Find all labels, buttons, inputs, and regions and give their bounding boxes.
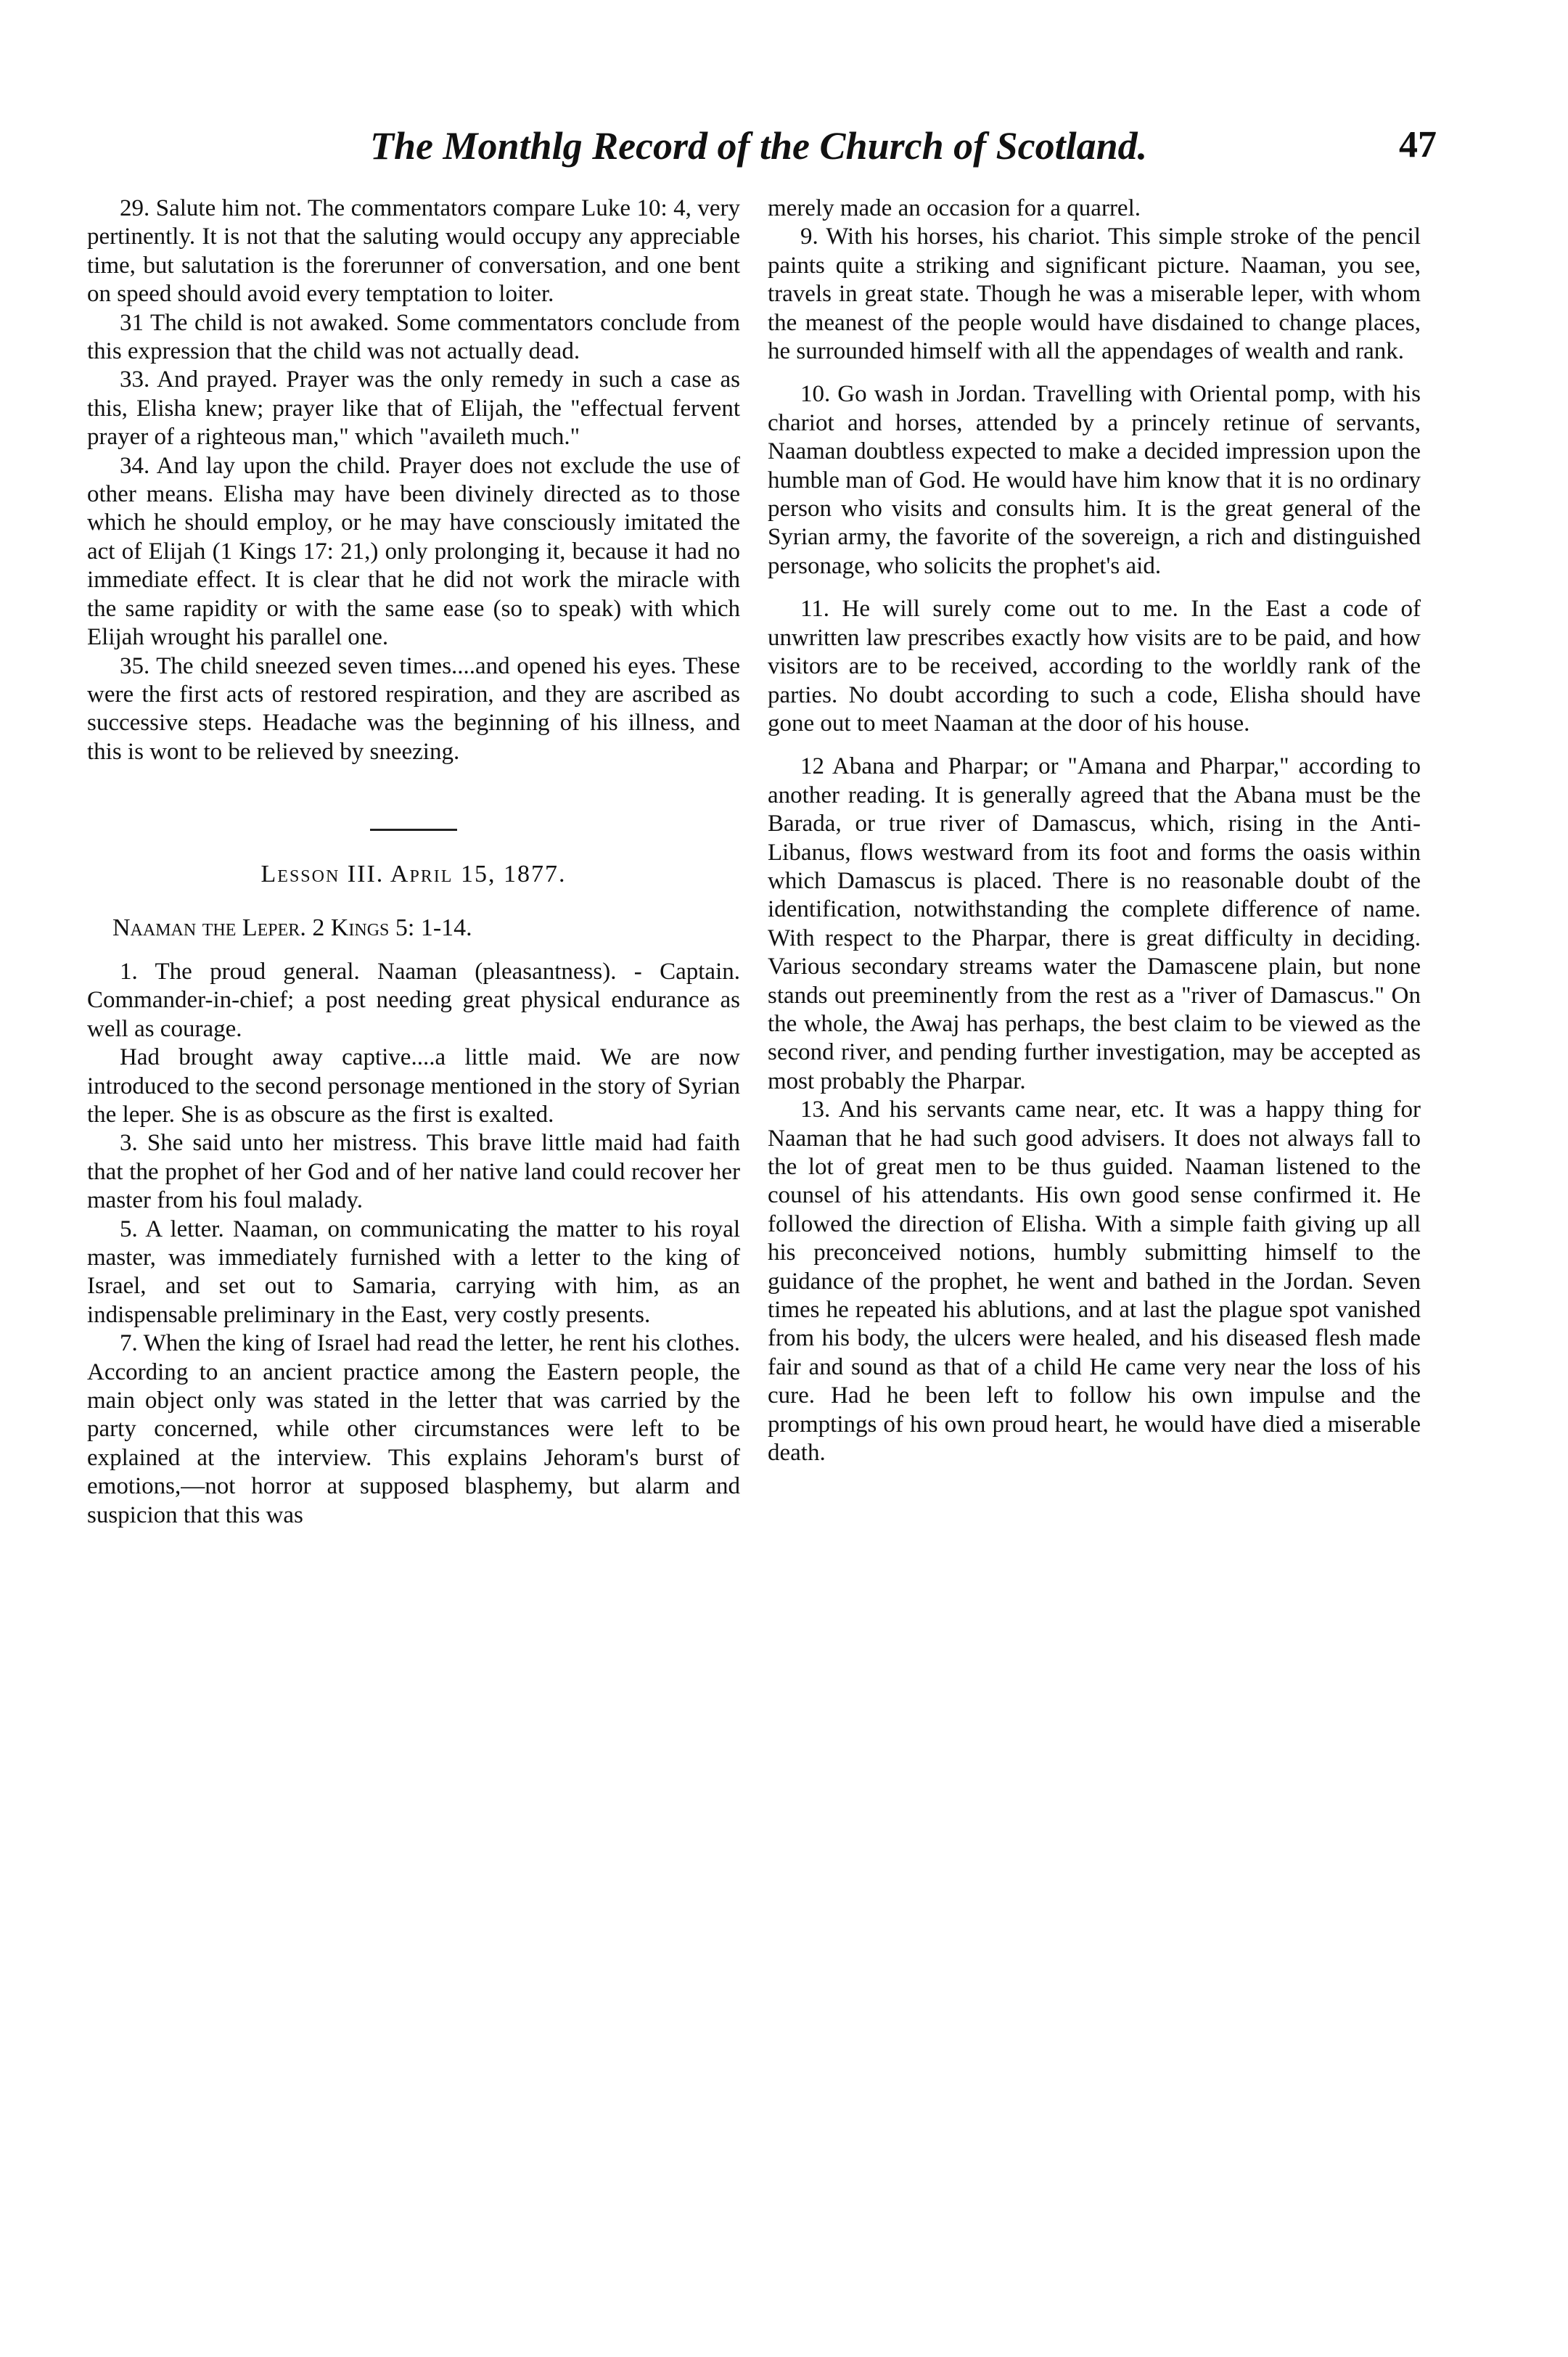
- paragraph-note-12: 12 Abana and Pharpar; or "Amana and Pharpar," according to another reading. It is generally agreed that the Abana must be the Barada, or true river of Damascus, which, rising in the Anti-Libanus, flows westward from its foot and forms the oasis within which Damascus is placed. There is no reasonable doubt of the identification, notwithstanding the complete difference of name. With respect to the Pharpar, there is great difficulty in deciding. Various secondary streams water the Damascene plain, but none stands out preeminently from the rest as a "river of Damascus." On the whole, the Awaj has perhaps, the best claim to be viewed as the second river, and pending further investigation, may be accepted as most probably the Pharpar.: [768, 753, 1421, 1094]
- paragraph-note-31: 31 The child is not awaked. Some commentators conclude from this expression that the child was not actually dead.: [87, 309, 740, 365]
- paragraph-note-35: 35. The child sneezed seven times....and opened his eyes. These were the first acts of restored respiration, and they are ascribed as successive steps. Headache was the beginning of his illness, and this is wont to be relieved by sneezing.: [87, 652, 740, 765]
- left-column: [87, 194, 740, 1530]
- paragraph-note-33: 33. And prayed. Prayer was the only remedy in such a case as this, Elisha knew; prayer like that of Elijah, the "effectual fervent prayer of a righteous man," which "availeth much.": [87, 366, 740, 451]
- paragraph-lesson-5: 5. A letter. Naaman, on communicating the matter to his royal master, was immediately furnished with a letter to the king of Israel, and set out to Samaria, carrying with him, as an indispensable preliminary in the East, very costly presents.: [87, 1216, 740, 1328]
- paragraph-continuation: merely made an occasion for a quarrel.: [768, 195, 1141, 221]
- paragraph-note-29: 29. Salute him not. The commentators compare Luke 10: 4, very pertinently. It is not that the saluting would occupy any appreciable time, but salutation is the forerunner of conversation, and one bent on speed should avoid every temptation to loiter.: [87, 195, 740, 308]
- paragraph-note-13: 13. And his servants came near, etc. It was a happy thing for Naaman that he had such good advisers. It does not always fall to the lot of great men to be thus guided. Naaman listened to the counsel of his attendants. His own good sense confirmed it. He followed the direction of Elisha. With a simple faith giving up all his preconceived notions, humbly submitting himself to the guidance of the prophet, he went and bathed in the Jordan. Seven times he repeated his ablutions, and at last the plague spot vanished from his body, the ulcers were healed, and his diseased flesh made fair and sound as that of a child He came very near the loss of his cure. Had he been left to follow his own impulse and the promptings of his own proud heart, he would have died a miserable death.: [768, 1096, 1421, 1467]
- section-divider: [370, 829, 457, 831]
- paragraph-note-34: 34. And lay upon the child. Prayer does not exclude the use of other means. Elisha may have been divinely directed as to those which he should employ, or he may have consciously imitated the act of Elijah (1 Kings 17: 21,) only prolonging it, because it had no immediate effect. It is clear that he did not work the miracle with the same rapidity or with the same ease (so to speak) with which Elijah wrought his parallel one.: [87, 452, 740, 651]
- paragraph-lesson-7: 7. When the king of Israel had read the letter, he rent his clothes. According to an ancient practice among the Eastern people, the main object only was stated in the letter that was carried by the party concerned, while other circumstances were left to be explained at the interview. This explains Jehoram's burst of emotions,—not horror at supposed blasphemy, but alarm and suspicion that this was: [87, 1330, 740, 1528]
- page-number: 47: [1399, 124, 1437, 165]
- paragraph-note-11: 11. He will surely come out to me. In the East a code of unwritten law prescribes exactly how visits are to be paid, and how visitors are to be received, according to the worldly rank of the parties. No doubt according to such a code, Elisha should have gone out to meet Naaman at the door of his house.: [768, 596, 1421, 737]
- lesson-subheading: Naaman the Leper. 2 Kings 5: 1-14.: [112, 914, 472, 941]
- running-title: The Monthlg Record of the Church of Scotland.: [370, 124, 1148, 168]
- page-header: [80, 123, 1437, 174]
- paragraph-note-9: 9. With his horses, his chariot. This simple stroke of the pencil paints quite a striking and significant picture. Naaman, you see, travels in great state. Though he was a miserable leper, with whom the meanest of the people would have disdained to change places, he surrounded himself with all the appendages of wealth and rank.: [768, 224, 1421, 365]
- lesson-heading: Lesson III. April 15, 1877.: [260, 861, 567, 888]
- paragraph-note-10: 10. Go wash in Jordan. Travelling with Oriental pomp, with his chariot and horses, attended by a princely retinue of servants, Naaman doubtless expected to make a decided impression upon the humble man of God. He would have him know that it is no ordinary person who visits and consults him. It is the great general of the Syrian army, the favorite of the sovereign, a rich and distinguished personage, who solicits the prophet's aid.: [768, 381, 1421, 579]
- right-column: [768, 194, 1421, 1467]
- paragraph-lesson-3: 3. She said unto her mistress. This brave little maid had faith that the prophet of her God and of her native land could recover her master from his foul malady.: [87, 1130, 740, 1214]
- paragraph-lesson-1: 1. The proud general. Naaman (pleasantness). - Captain. Commander-in-chief; a post needing great physical endurance as well as courage.: [87, 958, 740, 1042]
- paragraph-lesson-captive: Had brought away captive....a little maid. We are now introduced to the second personage mentioned in the story of Syrian the leper. She is as obscure as the first is exalted.: [87, 1044, 740, 1128]
